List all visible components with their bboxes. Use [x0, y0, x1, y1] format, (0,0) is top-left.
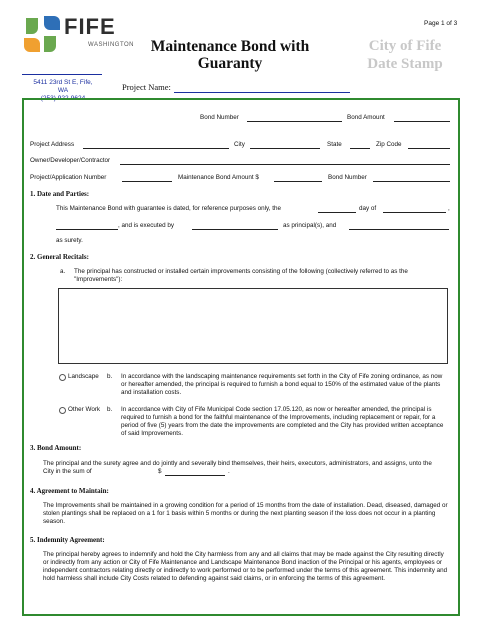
project-app-number-label: Project/Application Number	[30, 174, 107, 181]
s2-a-label: a.	[60, 268, 66, 275]
s3-period: .	[228, 468, 230, 475]
s1-text-a: This Maintenance Bond with guarantee is dated, for reference purposes only, the	[56, 205, 281, 212]
bond-sum-field[interactable]	[165, 475, 225, 476]
section-3-heading: 3. Bond Amount:	[30, 444, 82, 452]
bond-number-label: Bond Number	[200, 114, 239, 121]
surety-field[interactable]	[349, 229, 449, 230]
state-label: State	[327, 141, 342, 148]
section-5-heading: 5. Indemnity Agreement:	[30, 536, 105, 544]
section-4-heading: 4. Agreement to Maintain:	[30, 487, 109, 495]
zip-field[interactable]	[408, 148, 450, 149]
year-field[interactable]	[56, 229, 118, 230]
document-title: Maintenance Bond with Guaranty	[150, 38, 310, 72]
owner-label: Owner/Developer/Contractor	[30, 157, 111, 164]
phone-line: (253) 922-9624	[40, 95, 86, 102]
s5-text: The principal hereby agrees to indemnify and hold the City harmless from any and all claims that may be made against the City resulting directly or indirectly from any action or City of Fife Maintenance and Landscape Maintenance Bond inaction of the Principal or his agents, employees or independent contractors relating directly or indirectly to work performed or to be performed under the terms of this agreement. This indemnity and hold harmless shall include City Costs related to defending against said claims, or in enforcing the terms of this agreement.	[43, 551, 448, 582]
fife-logo-icon	[22, 14, 62, 54]
day-field[interactable]	[318, 212, 356, 213]
project-app-number-field[interactable]	[122, 181, 172, 182]
city-label: City	[234, 141, 245, 148]
bond-amount-label: Bond Amount	[347, 114, 385, 121]
surety-label: as surety.	[56, 237, 83, 244]
s1-text-b: , and is executed by	[118, 222, 175, 229]
other-work-b: b.	[107, 406, 113, 413]
address-divider	[22, 74, 102, 75]
section-2-heading: 2. General Recitals:	[30, 253, 89, 261]
landscape-text: In accordance with the landscaping maintenance requirements set forth in the City of Fife zoning ordinance, as now or hereafter amended, the principal is required to furnish a bond equal to 150% of the estimated value of the plants and installation costs.	[121, 373, 443, 396]
principal-field[interactable]	[192, 229, 278, 230]
s3-text: The principal and the surety agree and do jointly and severally bind themselves, their heirs, executors, administrators, and assigns, unto the City in the sum of	[43, 460, 432, 475]
page-number: Page 1 of 3	[424, 20, 458, 27]
logo-subtext: WASHINGTON	[88, 42, 135, 48]
bond-number2-label: Bond Number	[328, 174, 367, 181]
section-1-heading: 1. Date and Parties:	[30, 190, 90, 198]
logo-text: FIFE	[64, 14, 116, 39]
month-field[interactable]	[383, 212, 446, 213]
project-address-label: Project Address	[30, 141, 75, 148]
project-name-label: Project Name:	[122, 82, 171, 92]
owner-field[interactable]	[120, 164, 450, 165]
date-stamp-area: City of Fife Date Stamp	[367, 38, 443, 72]
maint-bond-amount-label: Maintenance Bond Amount $	[178, 174, 259, 181]
city-field[interactable]	[250, 148, 320, 149]
s3-dollar: $	[158, 468, 162, 475]
address-line: 5411 23rd St E, Fife, WA	[33, 79, 93, 94]
day-of-label: day of	[359, 205, 377, 212]
principal-label: as principal(s), and	[283, 222, 337, 229]
s4-text: The Improvements shall be maintained in a growing condition for a period of 15 months from the date of installation. Dead, diseased, damaged or stolen plantings shall be replaced on a 1 for 1 basis within 5 months or during the next planting season if the loss does not occur in a planting season.	[43, 502, 448, 525]
other-work-label: Other Work	[68, 406, 101, 413]
landscape-b: b.	[107, 373, 113, 380]
improvements-textbox[interactable]	[58, 288, 448, 364]
project-address-field[interactable]	[83, 148, 229, 149]
landscape-label: Landscape	[68, 373, 99, 380]
bond-number2-field[interactable]	[373, 181, 450, 182]
bond-number-field[interactable]	[247, 121, 342, 122]
other-work-radio[interactable]	[59, 407, 66, 414]
landscape-radio[interactable]	[59, 374, 66, 381]
comma: ,	[448, 205, 450, 212]
project-name-field[interactable]	[174, 92, 350, 93]
other-work-text: In accordance with City of Fife Municipal Code section 17.05.120, as now or hereafter amended, the principal is required to furnish a bond for the faithful maintenance of the Improvements, including replacement or repair, for a period of five (5) years from the date the improvements are completed and the City has provided written acceptance of said Improvements.	[121, 406, 444, 437]
bond-amount-field[interactable]	[394, 121, 450, 122]
maint-bond-amount-field[interactable]	[274, 181, 322, 182]
state-field[interactable]	[350, 148, 370, 149]
s2-a-text: The principal has constructed or installed certain improvements consisting of the following (collectively referred to as the "Improvements"):	[74, 268, 408, 283]
zip-label: Zip Code	[376, 141, 402, 148]
